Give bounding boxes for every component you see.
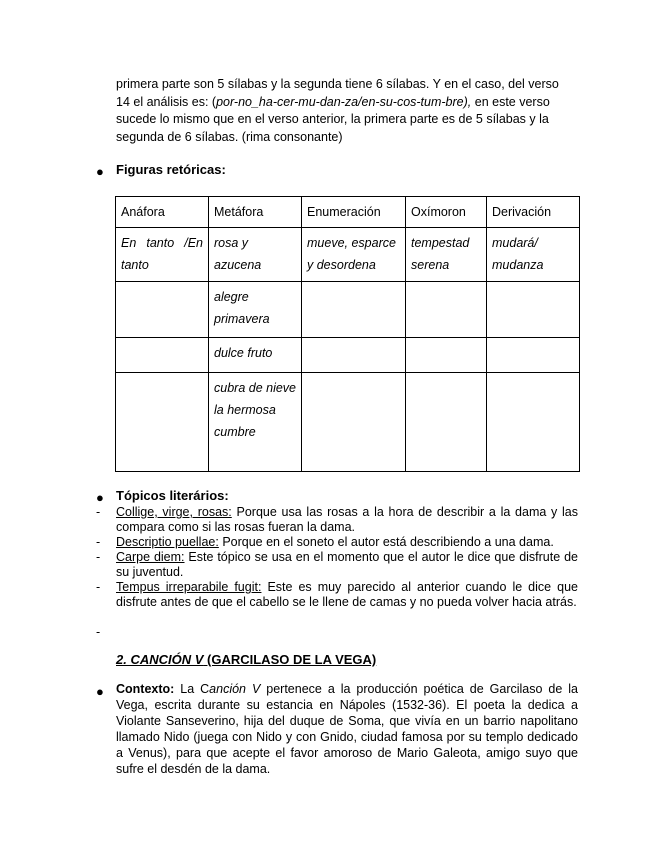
table-cell bbox=[116, 373, 209, 472]
list-item-text bbox=[116, 505, 578, 535]
table-row bbox=[116, 373, 580, 472]
list-item-text bbox=[116, 550, 578, 580]
list-item-text bbox=[116, 535, 578, 550]
table-cell bbox=[302, 282, 406, 338]
table-header-cell: Metáfora bbox=[209, 197, 302, 228]
table-row bbox=[116, 282, 580, 338]
contexto-label: Contexto: bbox=[116, 682, 175, 696]
intro-paragraph bbox=[116, 76, 578, 146]
intro-text: 14 el análisis es: ( bbox=[116, 94, 217, 109]
table-cell bbox=[302, 373, 406, 472]
table-cell bbox=[116, 338, 209, 373]
table-cell: rosa y azucena bbox=[209, 228, 302, 282]
bullet-icon: ● bbox=[96, 490, 104, 505]
intro-line bbox=[116, 94, 578, 112]
table-cell: cubra de nieve la hermosa cumbre bbox=[209, 373, 302, 472]
table-row bbox=[116, 338, 580, 373]
table-cell: tempestad serena bbox=[406, 228, 487, 282]
list-item-text bbox=[116, 580, 578, 610]
table-cell bbox=[406, 282, 487, 338]
table-cell: alegre primavera bbox=[209, 282, 302, 338]
intro-line: segunda de 6 sílabas. (rima consonante) bbox=[116, 129, 343, 144]
table-cell: mudará/ mudanza bbox=[487, 228, 580, 282]
table-header-cell: Enumeración bbox=[302, 197, 406, 228]
table-cell bbox=[487, 373, 580, 472]
topico-description: Este tópico se usa en el momento que el autor le dice que disfrute de su juventud. bbox=[116, 550, 578, 579]
dash-marker: - bbox=[96, 625, 101, 639]
dash-marker: - bbox=[96, 550, 101, 564]
table-cell bbox=[406, 373, 487, 472]
bullet-icon: ● bbox=[96, 164, 104, 179]
syllable-analysis: por-no_ha-cer-mu-dan-za/en-su-cos-tum-bre), bbox=[216, 94, 472, 109]
table-row bbox=[116, 228, 580, 282]
contexto-paragraph bbox=[116, 681, 578, 777]
topico-term: Carpe diem: bbox=[116, 550, 185, 564]
dash-marker: - bbox=[96, 580, 101, 594]
bullet-icon: ● bbox=[96, 684, 104, 699]
figuras-heading: Figuras retóricas: bbox=[116, 162, 226, 177]
table-header-cell: Anáfora bbox=[116, 197, 209, 228]
table-cell: dulce fruto bbox=[209, 338, 302, 373]
section-author: (GARCILASO DE LA VEGA) bbox=[203, 652, 377, 667]
topico-description: Porque en el soneto el autor está describiendo a una dama. bbox=[218, 535, 554, 549]
intro-line: primera parte son 5 sílabas y la segunda tiene 6 sílabas. Y en el caso, del verso bbox=[116, 77, 559, 91]
topico-term: Descriptio puellae: bbox=[116, 535, 219, 549]
table-cell: En tanto /En tanto bbox=[116, 228, 209, 282]
table-cell bbox=[302, 338, 406, 373]
table-cell bbox=[406, 338, 487, 373]
table-header-row bbox=[116, 197, 580, 228]
contexto-text: pertenece a la producción poética de Garcilaso de la Vega, escrita durante su estancia en Nápoles (1532-36). El poeta la dedica a Violante Sanseverino, hija del duque de Soma, que vivía en un barrio napolitano llamado Nido (juega con Nido y con Gnido, ciudad famosa por su templo dedicado a Venus), para que acepte el favor amoroso de Mario Galeota, amigo suyo que sufre el desdén de la dama. bbox=[116, 682, 578, 776]
topico-description: Este es muy parecido al anterior cuando le dice que disfrute antes de que el cabello se le llene de camas y no pueda volver hacia atrás. bbox=[116, 580, 578, 609]
song-title: anción V bbox=[209, 682, 261, 696]
contexto-text: La C bbox=[174, 682, 210, 696]
topico-description: Porque usa las rosas a la hora de describir a la dama y las compara como si las rosas fueran la dama. bbox=[116, 505, 578, 534]
intro-line: sucede lo mismo que en el verso anterior, la primera parte es de 5 sílabas y la bbox=[116, 112, 549, 126]
table-cell bbox=[487, 338, 580, 373]
topicos-heading: Tópicos literários: bbox=[116, 488, 229, 503]
table-cell bbox=[116, 282, 209, 338]
dash-marker: - bbox=[96, 505, 101, 519]
table-cell: mueve, esparce y desordena bbox=[302, 228, 406, 282]
topico-term: Tempus irreparabile fugit: bbox=[116, 580, 262, 594]
section-number-title: 2. CANCIÓN V bbox=[116, 652, 204, 667]
dash-marker: - bbox=[96, 535, 101, 549]
figuras-table bbox=[115, 196, 580, 472]
table-header-cell: Derivación bbox=[487, 197, 580, 228]
intro-text: en este verso bbox=[471, 94, 550, 109]
section-heading bbox=[116, 652, 376, 667]
table-cell bbox=[487, 282, 580, 338]
topico-term: Collige, virge, rosas: bbox=[116, 505, 232, 519]
table-header-cell: Oxímoron bbox=[406, 197, 487, 228]
